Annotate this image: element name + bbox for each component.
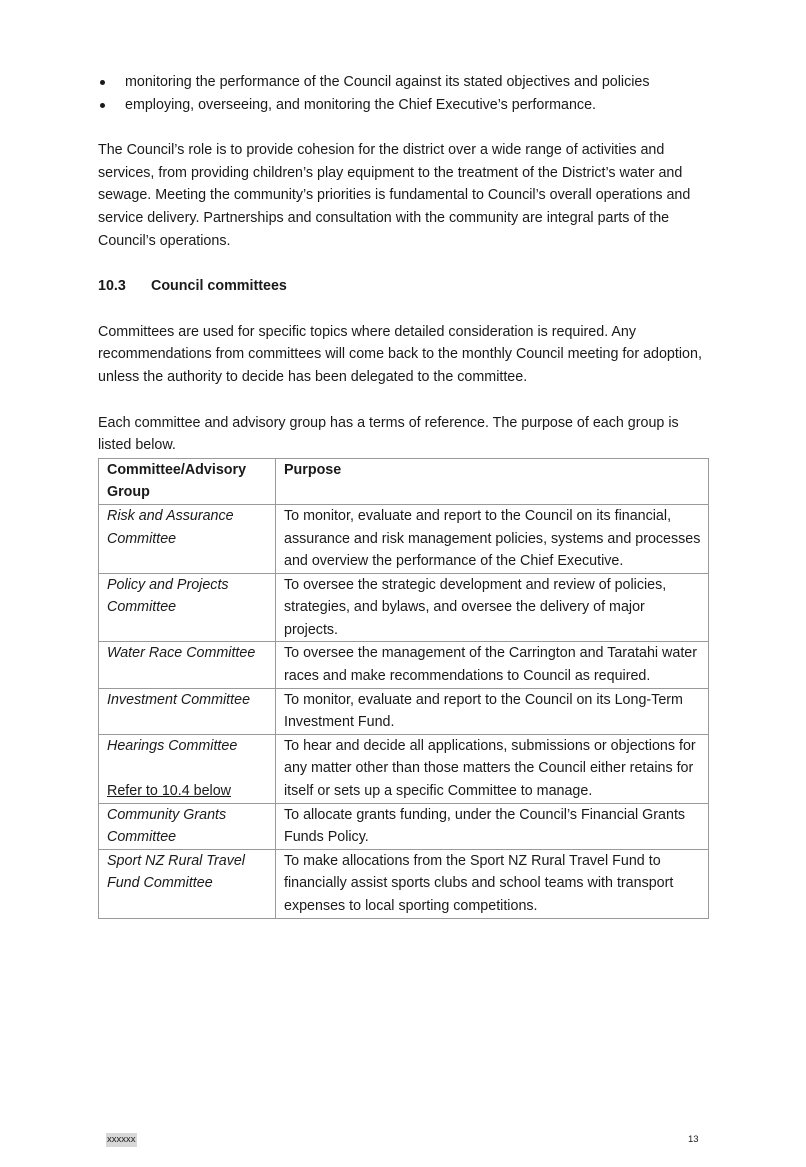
committee-purpose: To monitor, evaluate and report to the Council on its Long-Term Investment Fund. <box>276 688 709 734</box>
committee-name: Hearings Committee <box>107 737 238 754</box>
committee-name: Water Race Committee <box>99 642 276 688</box>
bullet-item: monitoring the performance of the Council against its stated objectives and policies <box>98 71 710 94</box>
cross-reference-link[interactable]: Refer to 10.4 below <box>107 783 231 800</box>
table-header-row <box>99 458 709 504</box>
committee-purpose: To make allocations from the Sport NZ Rural Travel Fund to financially assist sports clubs and school teams with transport expenses to local sporting competitions. <box>276 849 709 918</box>
section-number: 10.3 <box>98 278 126 295</box>
committee-purpose: To monitor, evaluate and report to the Council on its financial, assurance and risk management policies, systems and processes and overview the performance of the Chief Executive. <box>276 504 709 573</box>
committee-name: Investment Committee <box>99 688 276 734</box>
committee-name: Sport NZ Rural Travel Fund Committee <box>99 849 276 918</box>
document-page <box>98 71 710 919</box>
terms-intro-paragraph: Each committee and advisory group has a terms of reference. The purpose of each group is listed below. <box>98 414 679 454</box>
committees-intro-paragraph: Committees are used for specific topics where detailed consideration is required. Any recommendations from committees will come back to the monthly Council meeting for adoption, unless the authority to decide has been delegated to the committee. <box>98 323 702 385</box>
committee-name: Community Grants Committee <box>99 803 276 849</box>
table-row <box>99 504 709 573</box>
page-number: 13 <box>688 1134 699 1145</box>
footer-placeholder: xxxxxx <box>107 1134 136 1145</box>
committee-purpose: To oversee the strategic development and review of policies, strategies, and bylaws, and oversee the delivery of major projects. <box>276 573 709 642</box>
table-row <box>99 573 709 642</box>
table-row <box>99 688 709 734</box>
header-purpose: Purpose <box>276 458 709 504</box>
header-committee: Committee/Advisory Group <box>99 458 276 504</box>
committee-purpose: To oversee the management of the Carrington and Taratahi water races and make recommendations to Council as required. <box>276 642 709 688</box>
table-row <box>99 734 709 803</box>
bullet-item: employing, overseeing, and monitoring the Chief Executive’s performance. <box>98 94 710 117</box>
council-role-paragraph: The Council’s role is to provide cohesion for the district over a wide range of activities and services, from providing children’s play equipment to the treatment of the District’s water and sewage. Meeting the community’s priorities is fundamental to Council’s overall operations and service delivery. Partnerships and consultation with the community are integral parts of the Council’s operations. <box>98 142 691 249</box>
committee-purpose: To hear and decide all applications, submissions or objections for any matter other than those matters the Council either retains for itself or sets up a specific Committee to manage. <box>276 734 709 803</box>
table-row <box>99 849 709 918</box>
section-heading <box>98 275 710 298</box>
committee-cell <box>99 734 276 803</box>
committee-purpose: To allocate grants funding, under the Council’s Financial Grants Funds Policy. <box>276 803 709 849</box>
table-row <box>99 803 709 849</box>
committee-name: Policy and Projects Committee <box>99 573 276 642</box>
bullet-list <box>98 71 710 116</box>
committee-name: Risk and Assurance Committee <box>99 504 276 573</box>
table-row <box>99 642 709 688</box>
section-title: Council committees <box>151 278 287 295</box>
committees-table <box>98 458 709 919</box>
